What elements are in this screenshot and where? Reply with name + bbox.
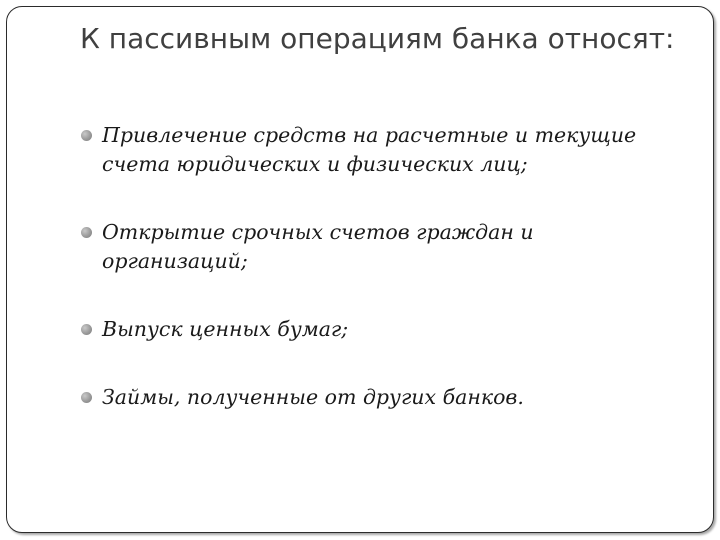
bullet-text: Открытие срочных счетов граждан и организаций; (102, 220, 534, 273)
bullet-item (80, 315, 680, 344)
bullet-item (80, 218, 680, 276)
bullet-dot-icon (81, 324, 92, 335)
bullet-item (80, 121, 680, 179)
bullet-dot-icon (81, 227, 92, 238)
bullet-item (80, 383, 680, 412)
bullet-list (80, 121, 680, 451)
bullet-text: Привлечение средств на расчетные и текущие счета юридических и физических лиц; (102, 123, 637, 176)
slide-title: К пассивным операциям банка относят: (80, 22, 675, 55)
bullet-dot-icon (81, 130, 92, 141)
bullet-text: Займы, полученные от других банков. (102, 385, 524, 409)
bullet-dot-icon (81, 392, 92, 403)
bullet-text: Выпуск ценных бумаг; (102, 317, 349, 341)
